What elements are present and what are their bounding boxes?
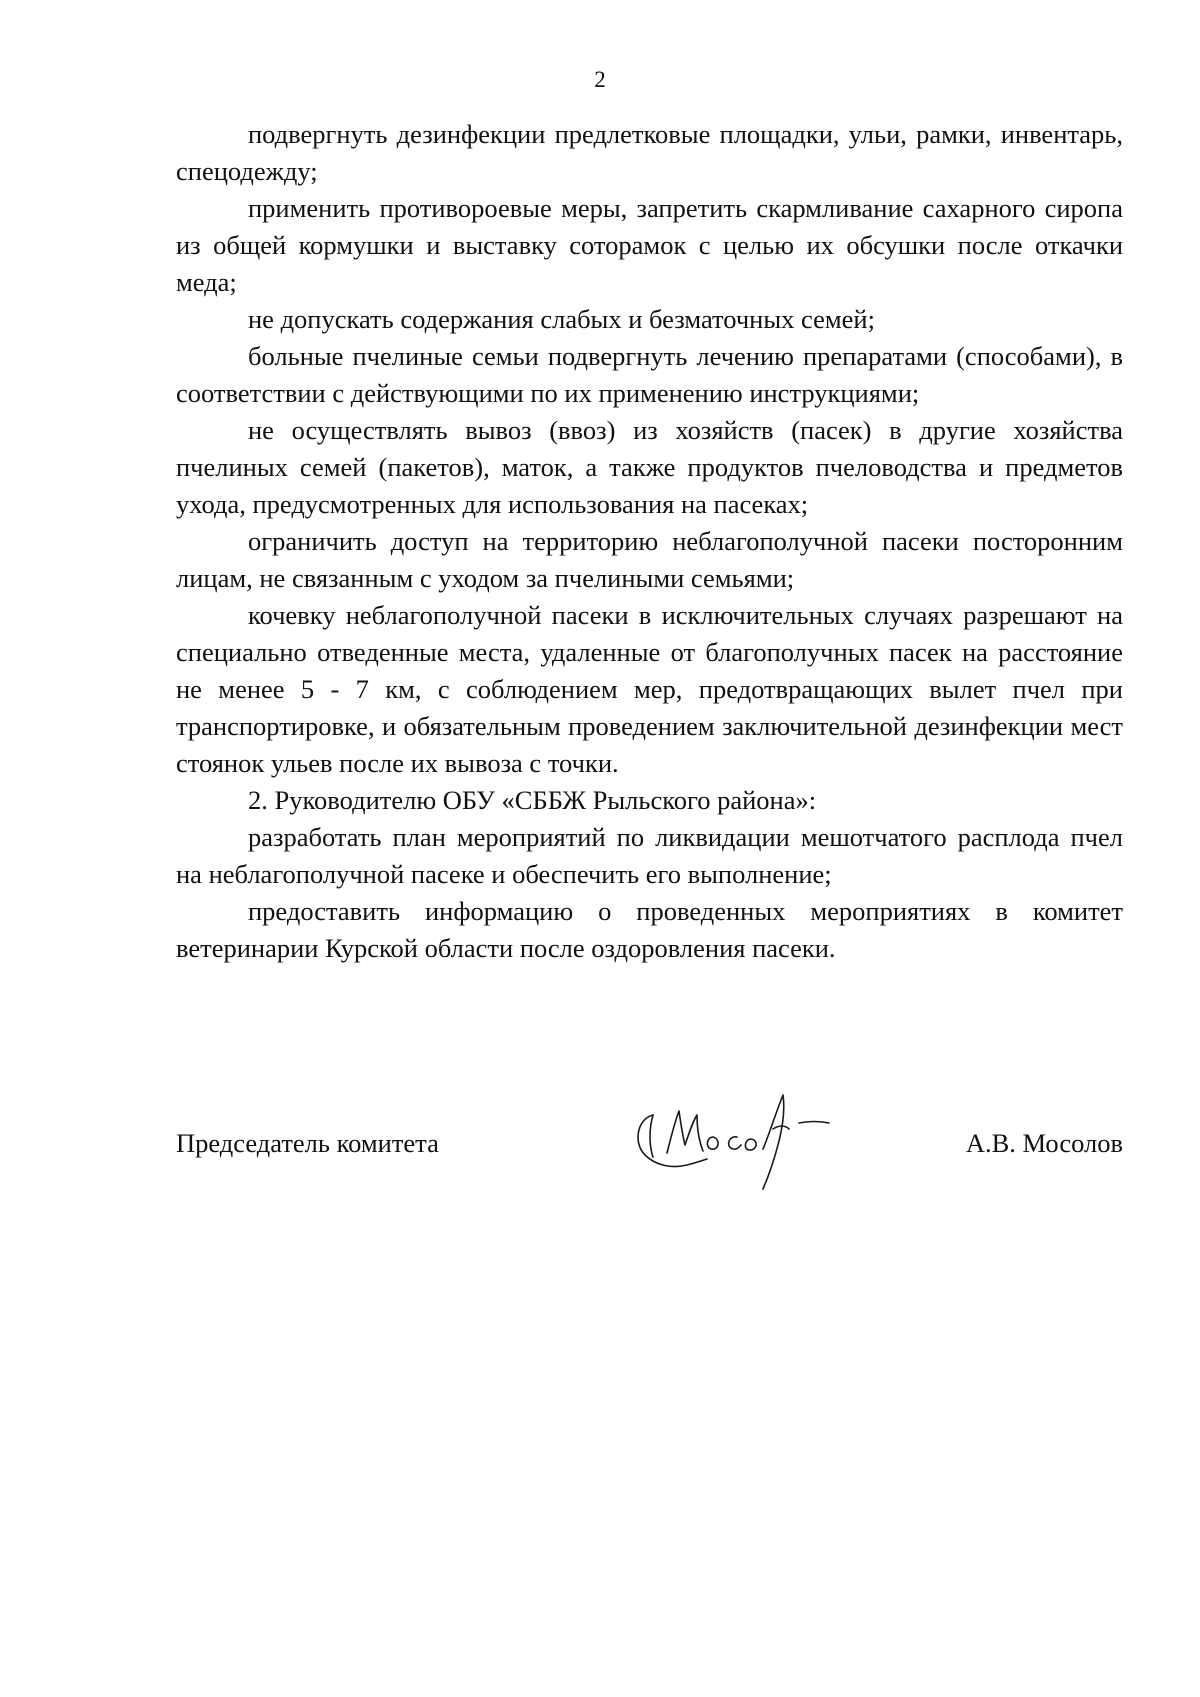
signatory-name: А.В. Мосолов [965,1128,1123,1158]
paragraph-treatment: больные пчелиные семьи подвергнуть лечению препаратами (способами), в соответствии с действующими по их применению инструкциями; [176,341,1123,408]
signatory-title: Председатель комитета [176,1128,439,1158]
paragraph-no-transport: не осуществлять вывоз (ввоз) из хозяйств (пасек) в другие хозяйства пчелиных семей (пакетов), маток, а также продуктов пчеловодства и предметов ухода, предусмотренных для использования на пасеках; [176,415,1123,519]
paragraph-weak-colonies: не допускать содержания слабых и безматочных семей; [248,304,875,334]
document-body [176,116,1123,967]
paragraph-section-2-heading: 2. Руководителю ОБУ «СББЖ Рыльского района»: [248,785,817,815]
paragraph-report: предоставить информацию о проведенных мероприятиях в комитет ветеринарии Курской области после оздоровления пасеки. [176,896,1123,963]
paragraph-restrict-access: ограничить доступ на территорию неблагополучной пасеки посторонним лицам, не связанным с уходом за пчелиными семьями; [176,526,1123,593]
paragraph-nomadic-relocation: кочевку неблагополучной пасеки в исключительных случаях разрешают на специально отведенные места, удаленные от благополучных пасек на расстояние не менее 5 - 7 км, с соблюдением мер, предотвращающих вылет пчел при транспортировке, и обязательным проведением заключительной дезинфекции мест стоянок ульев после их вывоза с точки. [176,600,1123,778]
page-number: 2 [594,67,606,92]
handwritten-signature [623,1085,853,1195]
signature-block [176,1085,1123,1195]
paragraph-disinfection: подвергнуть дезинфекции предлетковые площадки, ульи, рамки, инвентарь, спецодежду; [176,119,1123,186]
paragraph-action-plan: разработать план мероприятий по ликвидации мешотчатого расплода пчел на неблагополучной пасеке и обеспечить его выполнение; [176,822,1123,889]
paragraph-anti-swarming: применить противороевые меры, запретить скармливание сахарного сиропа из общей кормушки и выставку соторамок с целью их обсушки после откачки меда; [176,193,1123,297]
